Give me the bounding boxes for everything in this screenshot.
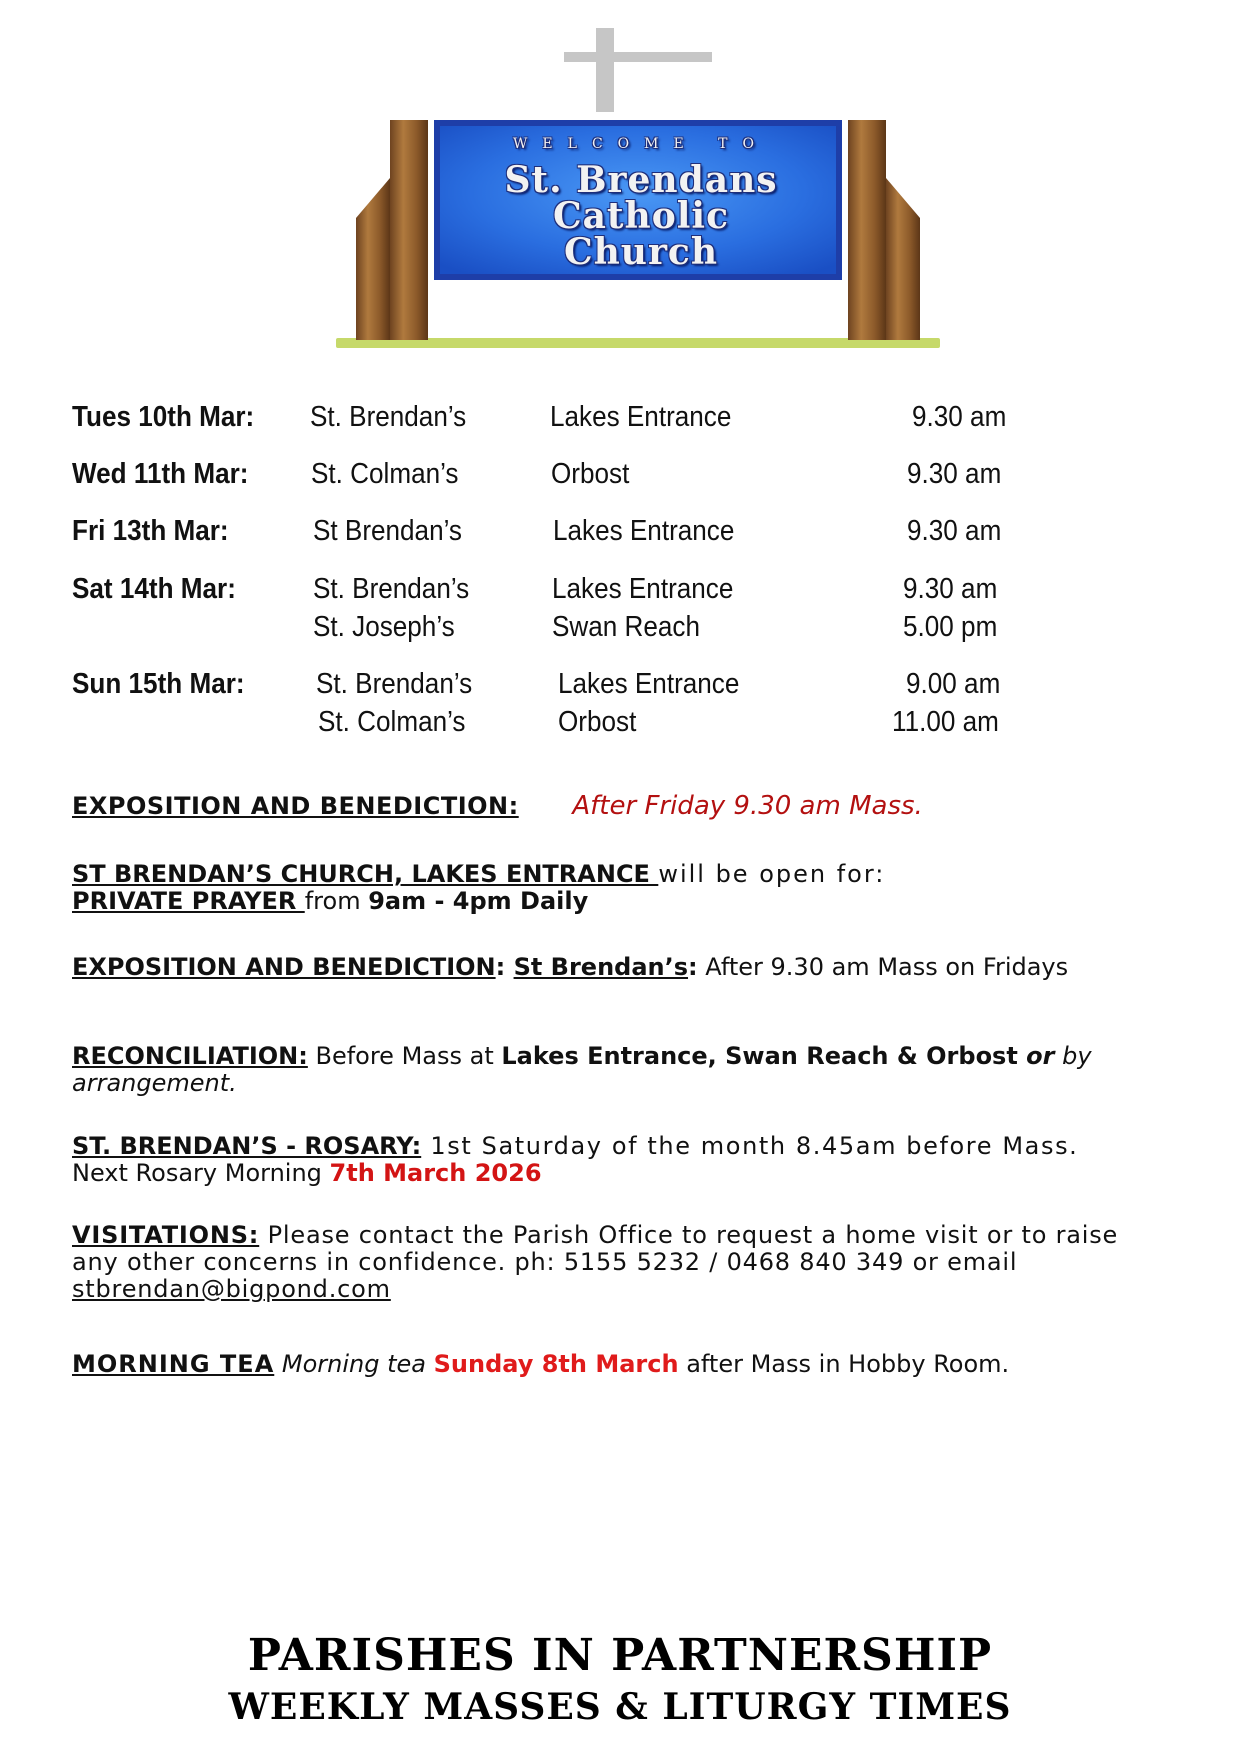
notice-heading: MORNING TEA bbox=[72, 1350, 275, 1378]
church-sign bbox=[336, 28, 948, 360]
notice-rosary bbox=[72, 1133, 1162, 1187]
sign-welcome: WELCOME TO bbox=[513, 136, 769, 152]
email-link[interactable]: stbrendan@bigpond.com bbox=[72, 1275, 391, 1303]
notice-heading: EXPOSITION AND BENEDICTION: bbox=[72, 792, 519, 820]
notice-heading: EXPOSITION AND BENEDICTION bbox=[72, 953, 496, 981]
right-back-post bbox=[886, 178, 920, 340]
sign-text bbox=[438, 120, 844, 280]
notice-places: Lakes Entrance, Swan Reach & Orbost bbox=[501, 1042, 1018, 1070]
right-post bbox=[848, 120, 886, 340]
notice-text: will be open for: bbox=[658, 860, 886, 888]
notice-exposition-friday bbox=[72, 793, 1162, 820]
left-back-post bbox=[356, 178, 390, 340]
sign-church-name: St. Brendans bbox=[504, 159, 778, 201]
notice-subheading: PRIVATE PRAYER bbox=[72, 887, 305, 915]
cross-vertical bbox=[596, 28, 614, 112]
schedule-day: Tues 10th Mar: bbox=[72, 401, 255, 433]
notice-text: Morning tea bbox=[274, 1350, 434, 1378]
schedule-location: Lakes Entrance bbox=[553, 515, 735, 547]
schedule-location: Orbost bbox=[558, 706, 637, 738]
schedule-church: St Brendan’s bbox=[313, 515, 462, 547]
notice-hours: 9am - 4pm Daily bbox=[368, 887, 589, 915]
schedule-day: Wed 11th Mar: bbox=[72, 458, 249, 490]
schedule-location: Lakes Entrance bbox=[558, 668, 740, 700]
schedule-location: Orbost bbox=[551, 458, 630, 490]
schedule-day: Fri 13th Mar: bbox=[72, 515, 229, 547]
schedule-church: St. Colman’s bbox=[318, 706, 466, 738]
notice-church-open bbox=[72, 861, 1162, 915]
notice-reconciliation bbox=[72, 1043, 1162, 1097]
schedule-time: 9.30 am bbox=[903, 573, 998, 605]
notice-heading: ST. BRENDAN’S - ROSARY: bbox=[72, 1132, 422, 1160]
cross-horizontal bbox=[564, 52, 712, 62]
notice-text: After 9.30 am Mass on Fridays bbox=[697, 953, 1069, 981]
notice-text: After Friday 9.30 am Mass. bbox=[572, 791, 923, 821]
schedule-time: 9.00 am bbox=[906, 668, 1001, 700]
notice-heading: ST BRENDAN’S CHURCH, LAKES ENTRANCE bbox=[72, 860, 659, 888]
schedule-church: St. Colman’s bbox=[311, 458, 459, 490]
notice-date: Sunday 8th March bbox=[433, 1350, 679, 1378]
notice-colon: : bbox=[495, 953, 514, 981]
notice-text: 1st Saturday of the month 8.45am before Mass. bbox=[421, 1132, 1079, 1160]
notice-exposition bbox=[72, 954, 1162, 981]
schedule-time: 9.30 am bbox=[912, 401, 1007, 433]
schedule-church: St. Brendan’s bbox=[316, 668, 473, 700]
notice-text: Please contact the Parish Office to request a home visit or to raise any other concerns in confidence. ph: 5155 5232 / 0468 840 349 or email bbox=[72, 1221, 1119, 1276]
schedule-time: 5.00 pm bbox=[903, 611, 998, 643]
schedule-church: St. Brendan’s bbox=[310, 401, 467, 433]
notice-morning-tea bbox=[72, 1351, 1162, 1378]
notice-place: St Brendan’s bbox=[513, 953, 689, 981]
notice-text: from bbox=[304, 887, 369, 915]
schedule-location: Swan Reach bbox=[552, 611, 700, 643]
sign-church: Church bbox=[563, 231, 719, 273]
footer-title: PARISHES IN PARTNERSHIP bbox=[247, 1630, 993, 1681]
schedule-day: Sun 15th Mar: bbox=[72, 668, 245, 700]
notice-colon: : bbox=[688, 953, 698, 981]
schedule-location: Lakes Entrance bbox=[550, 401, 732, 433]
schedule-day: Sat 14th Mar: bbox=[72, 573, 236, 605]
schedule-time: 9.30 am bbox=[907, 515, 1002, 547]
notice-or: or bbox=[1017, 1042, 1055, 1070]
notice-text: by arrangement. bbox=[72, 1042, 1092, 1097]
schedule-time: 9.30 am bbox=[907, 458, 1002, 490]
left-post bbox=[390, 120, 428, 340]
schedule-church: St. Brendan’s bbox=[313, 573, 470, 605]
footer-subtitle: WEEKLY MASSES & LITURGY TIMES bbox=[228, 1686, 1012, 1728]
notice-next: Next Rosary Morning bbox=[72, 1159, 330, 1187]
schedule-location: Lakes Entrance bbox=[552, 573, 734, 605]
sign-catholic: Catholic bbox=[552, 195, 730, 237]
schedule-time: 11.00 am bbox=[892, 706, 999, 738]
notice-heading: RECONCILIATION: bbox=[72, 1042, 308, 1070]
notice-date: 7th March 2026 bbox=[329, 1159, 542, 1187]
notice-visitations bbox=[72, 1222, 1162, 1303]
notice-text: after Mass in Hobby Room. bbox=[678, 1350, 1010, 1378]
schedule-church: St. Joseph’s bbox=[313, 611, 455, 643]
notice-heading: VISITATIONS: bbox=[72, 1221, 260, 1249]
notice-text: Before Mass at bbox=[307, 1042, 502, 1070]
